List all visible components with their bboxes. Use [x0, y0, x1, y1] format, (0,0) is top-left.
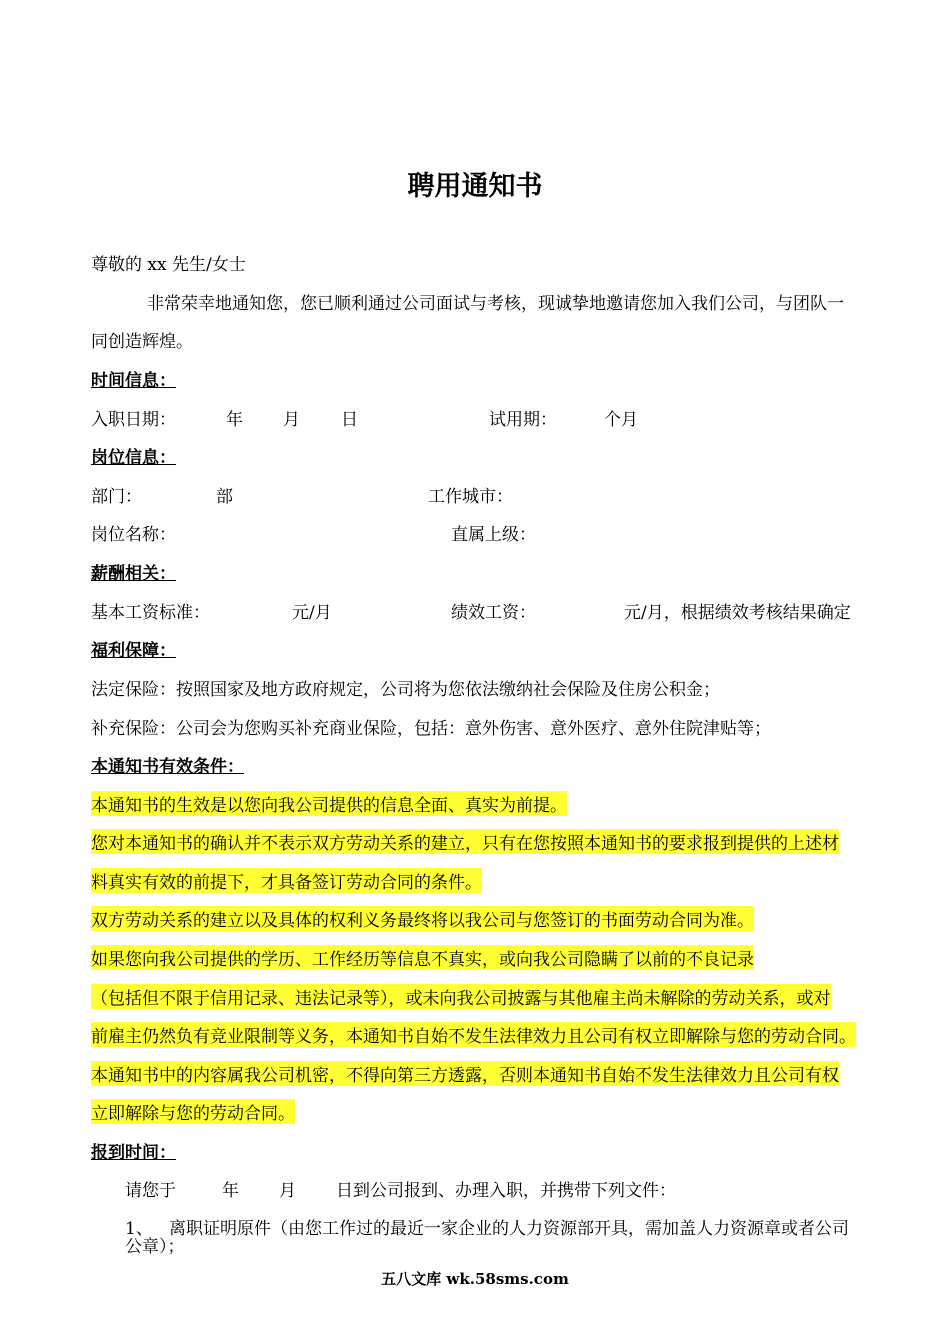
report-heading: 报到时间： [91, 1143, 176, 1163]
dept-unit: 部 [216, 487, 233, 507]
page-title: 聘用通知书 [407, 171, 543, 202]
intro-line-2: 同创造辉煌。 [91, 332, 193, 352]
condition-line: 本通知书的生效是以您向我公司提供的信息全面、真实为前提。 [91, 791, 567, 816]
condition-line: （包括但不限于信用记录、违法记录等），或未向我公司披露与其他雇主尚未解除的劳动关系，或对 [91, 984, 831, 1009]
performance-pay-label: 绩效工资： [451, 603, 536, 623]
position-info-heading: 岗位信息： [91, 448, 176, 468]
item-1-text-cont: 公章）； [125, 1237, 185, 1257]
report-year-unit: 年 [222, 1181, 239, 1201]
intro-line-1: 非常荣幸地通知您，您已顺利通过公司面试与考核，现诚挚地邀请您加入我们公司，与团队一 [147, 294, 844, 314]
report-month-unit: 月 [279, 1181, 296, 1201]
condition-line: 本通知书中的内容属我公司机密，不得向第三方透露，否则本通知书自始不发生法律效力且公司有权 [91, 1061, 839, 1086]
item-1-number: 1、 [125, 1219, 153, 1239]
footer-watermark [0, 1268, 950, 1289]
condition-line: 立即解除与您的劳动合同。 [91, 1099, 295, 1124]
salary-heading: 薪酬相关： [91, 564, 176, 584]
probation-months-unit: 个月 [604, 410, 638, 430]
conditions-heading: 本通知书有效条件： [91, 757, 244, 777]
time-info-heading: 时间信息： [91, 371, 176, 391]
condition-line: 双方劳动关系的建立以及具体的权利义务最终将以我公司与您签订的书面劳动合同为准。 [91, 906, 754, 931]
probation-label: 试用期： [489, 410, 557, 430]
statutory-insurance: 法定保险：按照国家及地方政府规定，公司将为您依法缴纳社会保险及住房公积金； [91, 680, 720, 700]
report-day-text: 日到公司报到、办理入职，并携带下列文件： [336, 1181, 676, 1201]
performance-pay-unit: 元/月，根据绩效考核结果确定 [624, 603, 851, 623]
entry-month-unit: 月 [283, 410, 300, 430]
supplementary-insurance: 补充保险：公司会为您购买补充商业保险，包括：意外伤害、意外医疗、意外住院津贴等； [91, 719, 771, 739]
report-please: 请您于 [125, 1181, 176, 1201]
dept-label: 部门： [91, 487, 142, 507]
base-salary-unit: 元/月 [292, 603, 332, 623]
condition-line: 您对本通知书的确认并不表示双方劳动关系的建立，只有在您按照本通知书的要求报到提供的上述材 [91, 829, 839, 854]
condition-line: 料真实有效的前提下，才具备签订劳动合同的条件。 [91, 868, 482, 893]
entry-date-label: 入职日期： [91, 410, 176, 430]
entry-day-unit: 日 [341, 410, 358, 430]
base-salary-label: 基本工资标准： [91, 603, 210, 623]
entry-year-unit: 年 [226, 410, 243, 430]
supervisor-label: 直属上级： [451, 525, 536, 545]
salutation: 尊敬的 xx 先生/女士 [91, 255, 246, 275]
benefits-heading: 福利保障： [91, 641, 176, 661]
item-1-text: 离职证明原件（由您工作过的最近一家企业的人力资源部开具，需加盖人力资源章或者公司 [169, 1219, 849, 1239]
work-city-label: 工作城市： [428, 487, 513, 507]
position-title-label: 岗位名称： [91, 525, 176, 545]
footer-brand: 五八文库 [381, 1270, 442, 1288]
footer-url: wk.58sms.com [446, 1270, 569, 1288]
condition-line: 如果您向我公司提供的学历、工作经历等信息不真实，或向我公司隐瞒了以前的不良记录 [91, 945, 754, 970]
condition-line: 前雇主仍然负有竞业限制等义务，本通知书自始不发生法律效力且公司有权立即解除与您的劳动合同。 [91, 1022, 856, 1047]
